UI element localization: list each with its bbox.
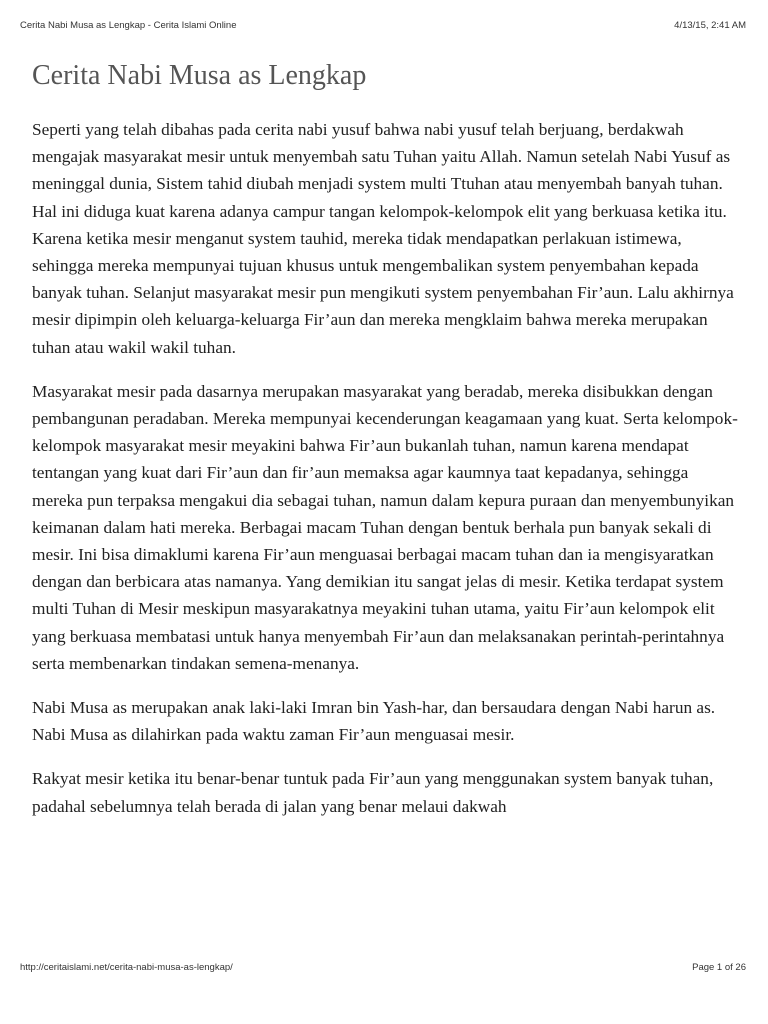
article-paragraph-2: Masyarakat mesir pada dasarnya merupakan masyarakat yang beradab, mereka disibukkan dengan pembangunan peradaban. Mereka mempunyai kecenderungan keagamaan yang kuat. Serta kelompok-kelompok masyarakat mesir meyakini bahwa Fir’aun bukanlah tuhan, namun karena mendapat tentangan yang kuat dari Fir’aun dan fir’aun memaksa agar kaumnya taat kepadanya, sehingga mereka pun terpaksa mengakui dia sebagai tuhan, namun dalam kepura puraan dan menyembunyikan keimanan dalam hati mereka. Berbagai macam Tuhan dengan bentuk berhala pun banyak sekali di mesir. Ini bisa dimaklumi karena Fir’aun menguasai berbagai macam tuhan dan ia mengisyaratkan dengan dan berbicara atas namanya. Yang demikian itu sangat jelas di mesir. Ketika terdapat system multi Tuhan di Mesir meskipun masyarakatnya meyakini tuhan utama, yaitu Fir’aun kelompok elit yang berkuasa membatasi untuk hanya menyembah Fir’aun dan melaksanakan perintah-perintahnya serta membenarkan tindakan semena-menanya. [32,381,738,673]
article-title: Cerita Nabi Musa as Lengkap [32,60,367,91]
article-paragraph-4: Rakyat mesir ketika itu benar-benar tuntuk pada Fir’aun yang menggunakan system banyak tuhan, padahal sebelumnya telah berada di jalan yang benar melaui dakwah [32,769,714,816]
print-footer-page-indicator: Page 1 of 26 [692,962,746,973]
article-paragraph-3: Nabi Musa as merupakan anak laki-laki Imran bin Yash-har, dan bersaudara dengan Nabi harun as. Nabi Musa as dilahirkan pada waktu zaman Fir’aun menguasai mesir. [32,698,716,745]
article [32,56,738,837]
print-header-datetime: 4/13/15, 2:41 AM [674,20,746,31]
print-footer [20,962,746,973]
article-paragraph-1: Seperti yang telah dibahas pada cerita nabi yusuf bahwa nabi yusuf telah berjuang, berdakwah mengajak masyarakat mesir untuk menyembah satu Tuhan yaitu Allah. Namun setelah Nabi Yusuf as meninggal dunia, Sistem tahid diubah menjadi system multi Ttuhan atau menyembah banyah tuhan. Hal ini diduga kuat karena adanya campur tangan kelompok-kelompok elit yang berkuasa ketika itu. Karena ketika mesir menganut system tauhid, mereka tidak mendapatkan perlakuan istimewa, sehingga mereka mempunyai tujuan khusus untuk mengembalikan system penyembahan kepada banyak tuhan. Selanjut masyarakat mesir pun mengikuti system penyembahan Fir’aun. Lalu akhirnya mesir dipimpin oleh keluarga-keluarga Fir’aun dan mereka mengklaim bahwa mereka merupakan tuhan atau wakil wakil tuhan. [32,120,734,357]
print-footer-url: http://ceritaislami.net/cerita-nabi-musa-as-lengkap/ [20,962,233,973]
print-header-page-title: Cerita Nabi Musa as Lengkap - Cerita Islami Online [20,20,237,31]
print-header [20,20,746,31]
